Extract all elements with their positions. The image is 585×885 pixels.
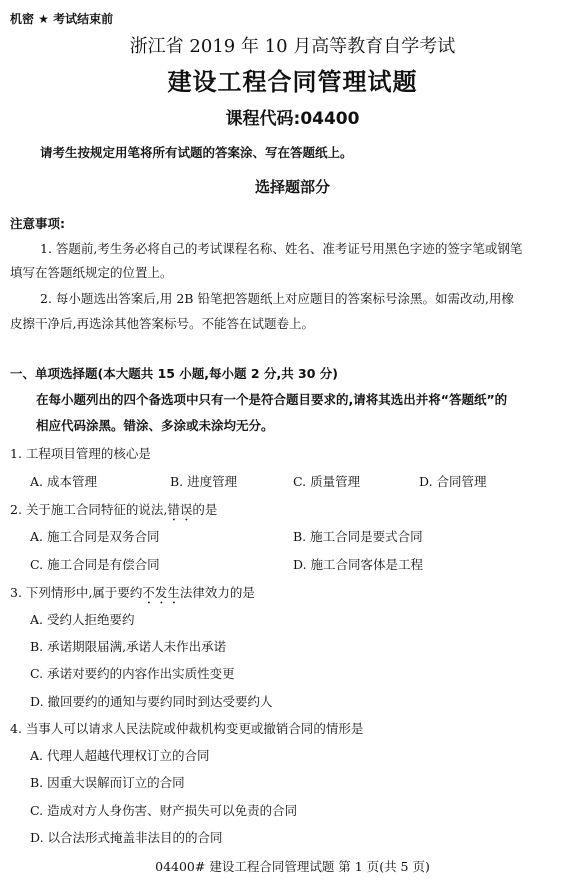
note-item-2-line1: 2. 每小题选出答案后,用 2B 铅笔把答题纸上对应题目的答案标号涂黑。如需改动,用橡	[40, 291, 514, 306]
note-item-2-line2: 皮擦干净后,再选涂其他答案标号。不能答在试题卷上。	[10, 316, 314, 331]
question-1-option-b: B. 进度管理	[170, 474, 238, 489]
question-2-option-d: D. 施工合同客体是工程	[293, 557, 424, 572]
question-2-option-a: A. 施工合同是双务合同	[30, 529, 160, 544]
question-1-option-d: D. 合同管理	[419, 474, 487, 489]
question-4-option-c: C. 造成对方人身伤害、财产损失可以免责的合同	[30, 803, 298, 818]
subject-title: 建设工程合同管理试题	[167, 68, 418, 96]
question-1-option-a: A. 成本管理	[30, 474, 97, 489]
page-footer: 04400# 建设工程合同管理试题 第 1 页(共 5 页)	[155, 859, 430, 874]
question-3-stem-post: 法律效力的是	[179, 585, 255, 600]
course-code: 课程代码:04400	[225, 109, 360, 129]
section-heading: 选择题部分	[254, 178, 330, 196]
part1-desc-line1: 在每小题列出的四个备选项中只有一个是符合题目要求的,请将其选出并将“答题纸”的	[36, 392, 508, 407]
question-2-option-b: B. 施工合同是要式合同	[293, 529, 423, 544]
question-2-stem-emphasis: 错误	[167, 502, 193, 517]
confidential-label: 机密 ★ 考试结束前	[10, 12, 114, 26]
question-4-option-d: D. 以合法形式掩盖非法目的的合同	[30, 830, 223, 845]
question-4-stem: 4. 当事人可以请求人民法院或仲裁机构变更或撤销合同的情形是	[10, 721, 364, 736]
question-2-stem-pre: 2. 关于施工合同特征的说法,	[10, 502, 168, 517]
part1-desc-line2: 相应代码涂黑。错涂、多涂或未涂均无分。	[36, 418, 274, 433]
question-3-stem-emphasis: 不发生	[142, 585, 180, 600]
note-item-1-line1: 1. 答题前,考生务必将自己的考试课程名称、姓名、准考证号用黑色字迹的签字笔或钢笔	[40, 241, 523, 256]
exam-name: 浙江省 2019 年 10 月高等教育自学考试	[129, 36, 456, 57]
question-1-option-c: C. 质量管理	[293, 474, 361, 489]
instruction-text: 请考生按规定用笔将所有试题的答案涂、写在答题纸上。	[40, 145, 353, 160]
question-4-option-b: B. 因重大误解而订立的合同	[30, 775, 185, 790]
notes-title: 注意事项:	[10, 216, 65, 231]
question-2-stem	[10, 500, 217, 524]
question-2-option-c: C. 施工合同是有偿合同	[30, 557, 160, 572]
question-1-stem: 1. 工程项目管理的核心是	[10, 446, 151, 461]
question-3-option-d: D. 撤回要约的通知与要约同时到达受要约人	[30, 694, 273, 709]
part1-title: 一、单项选择题(本大题共 15 小题,每小题 2 分,共 30 分)	[10, 366, 339, 381]
question-3-option-c: C. 承诺对要约的内容作出实质性变更	[30, 666, 235, 681]
question-3-option-a: A. 受约人拒绝要约	[30, 612, 135, 627]
question-3-stem-pre: 3. 下列情形中,属于要约	[10, 585, 143, 600]
question-3-option-b: B. 承诺期限届满,承诺人未作出承诺	[30, 639, 227, 654]
note-item-1-line2: 填写在答题纸规定的位置上。	[10, 265, 173, 280]
question-2-stem-post: 的是	[192, 502, 218, 517]
question-3-stem	[10, 583, 255, 607]
question-4-option-a: A. 代理人超越代理权订立的合同	[30, 748, 210, 763]
